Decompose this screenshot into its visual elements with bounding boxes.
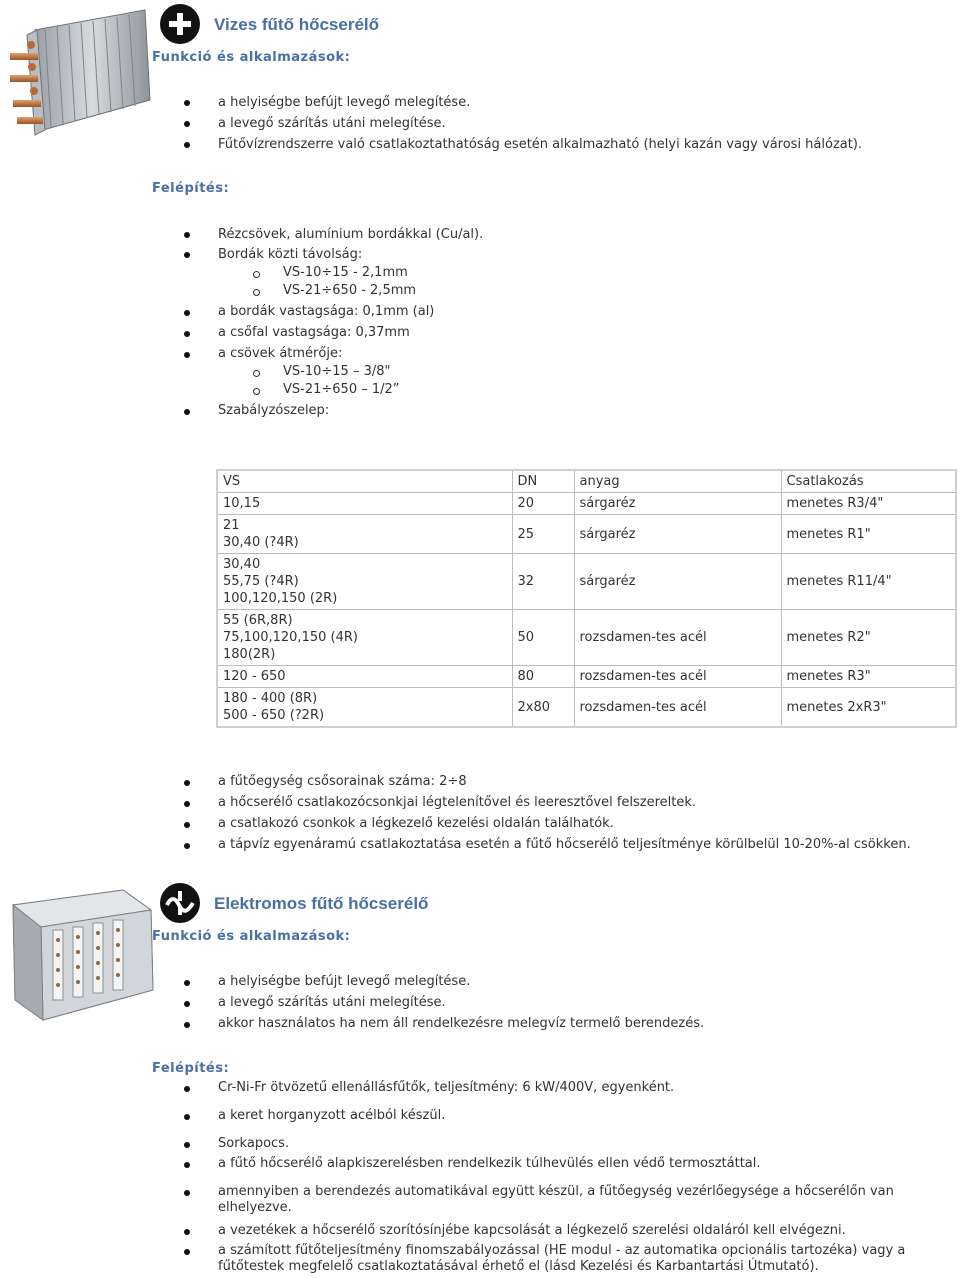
list-item: akkor használatos ha nem áll rendelkezésre melegvíz termelő berendezés. (218, 1016, 705, 1031)
table-cell: menetes R1" (781, 515, 956, 554)
table-cell: 120 - 650 (217, 666, 512, 688)
table-row (217, 493, 956, 515)
electric-heater-image (3, 885, 155, 1023)
sub-bullet (253, 289, 260, 296)
table-cell: 32 (512, 554, 574, 610)
table-cell: 2x80 (512, 688, 574, 728)
sub-bullet (253, 370, 260, 377)
bullet (184, 1114, 190, 1120)
sub-list-item: VS-10÷15 – 3/8" (283, 364, 391, 379)
bullet (184, 1249, 190, 1255)
table-row (217, 666, 956, 688)
bullet (184, 822, 190, 828)
table-cell: rozsdamen-tes acél (574, 688, 781, 728)
bullet (184, 310, 190, 316)
table-cell: menetes R3" (781, 666, 956, 688)
table-cell: 30,40 55,75 (?4R) 100,120,150 (2R) (217, 554, 512, 610)
bullet (184, 980, 190, 986)
bullet (184, 801, 190, 807)
bullet (184, 121, 190, 127)
table-cell: sárgaréz (574, 493, 781, 515)
bullet (184, 409, 190, 415)
list-item: amennyiben a berendezés automatikával együtt készül, a fűtőegység vezérlőegysége a hőcserélőn van elhelyezve. (218, 1184, 894, 1215)
bullet (184, 142, 190, 148)
list-item: Fűtővízrendszerre való csatlakoztathatóság esetén alkalmazható (helyi kazán vagy városi hálózat). (218, 137, 863, 152)
bullet (184, 1022, 190, 1028)
table-cell: menetes R3/4" (781, 493, 956, 515)
bullet (184, 1162, 190, 1168)
section2-function-heading: Funkció és alkalmazások: (152, 929, 351, 944)
table-cell: 10,15 (217, 493, 512, 515)
list-item: a bordák vastagsága: 0,1mm (al) (218, 304, 435, 319)
list-item: a számított fűtőteljesítmény finomszabályozással (HE modul - az automatika opcionális tartozéka) vagy a fűtőtestek megfelelő csatlakoztatásával érhető el (lásd Kezelési és Karbantartási Útmutató). (218, 1243, 906, 1274)
sub-list-item: VS-21÷650 - 2,5mm (283, 283, 417, 298)
bullet (184, 100, 190, 106)
bullet (184, 232, 190, 238)
table-header: VS (217, 470, 512, 493)
table-cell: rozsdamen-tes acél (574, 666, 781, 688)
table-cell: 180 - 400 (8R) 500 - 650 (?2R) (217, 688, 512, 728)
bullet (184, 1001, 190, 1007)
list-item: a helyiségbe befújt levegő melegítése. (218, 974, 471, 989)
list-item: Szabályzószelep: (218, 403, 330, 418)
table-row (217, 554, 956, 610)
list-item: Rézcsövek, alumínium bordákkal (Cu/al). (218, 227, 484, 242)
list-item: a csőfal vastagsága: 0,37mm (218, 325, 410, 340)
bullet (184, 1190, 190, 1196)
section1-title: Vizes fűtő hőcserélő (214, 15, 380, 34)
bullet (184, 331, 190, 337)
table-cell: 55 (6R,8R) 75,100,120,150 (4R) 180(2R) (217, 610, 512, 666)
table-cell: 50 (512, 610, 574, 666)
bullet (184, 843, 190, 849)
table-cell: rozsdamen-tes acél (574, 610, 781, 666)
table-cell: sárgaréz (574, 554, 781, 610)
sub-list-item: VS-21÷650 – 1/2” (283, 382, 400, 397)
sub-list-item: VS-10÷15 - 2,1mm (283, 265, 408, 280)
list-item: a tápvíz egyenáramú csatlakoztatása esetén a fűtő hőcserélő teljesítménye körülbelül 10-20%-al csökken. (218, 837, 911, 852)
bullet (184, 1086, 190, 1092)
list-item: a csövek átmérője: (218, 346, 343, 361)
list-item: Bordák közti távolság: (218, 247, 363, 262)
table-cell: 80 (512, 666, 574, 688)
list-item: Sorkapocs. (218, 1136, 290, 1151)
table-header-row (217, 470, 956, 493)
section1-build-heading: Felépítés: (152, 181, 230, 196)
table-row (217, 515, 956, 554)
table-cell: 21 30,40 (?4R) (217, 515, 512, 554)
table-cell: sárgaréz (574, 515, 781, 554)
table-cell: 20 (512, 493, 574, 515)
bullet (184, 1142, 190, 1148)
list-item: Cr-Ni-Fr ötvözetű ellenállásfűtők, teljesítmény: 6 kW/400V, egyenként. (218, 1080, 675, 1095)
section2-title: Elektromos fűtő hőcserélő (214, 894, 429, 913)
table-header: anyag (574, 470, 781, 493)
section1-function-heading: Funkció és alkalmazások: (152, 50, 351, 65)
list-item: a vezetékek a hőcserélő szorítósínjébe kapcsolását a légkezelő szerelési oldaláról kell elvégezni. (218, 1223, 846, 1238)
table-header: DN (512, 470, 574, 493)
water-heater-coil-image (5, 5, 155, 140)
bullet (184, 1229, 190, 1235)
table-row (217, 610, 956, 666)
list-item: a keret horganyzott acélból készül. (218, 1108, 446, 1123)
sub-bullet (253, 271, 260, 278)
table-row (217, 688, 956, 728)
table-cell: menetes R2" (781, 610, 956, 666)
list-item: a levegő szárítás utáni melegítése. (218, 995, 446, 1010)
list-item: a csatlakozó csonkok a légkezelő kezelési oldalán találhatók. (218, 816, 614, 831)
list-item: a fűtő hőcserélő alapkiszerelésben rendelkezik túlhevülés ellen védő termosztáttal. (218, 1156, 761, 1171)
valve-spec-table (216, 469, 957, 728)
bullet (184, 780, 190, 786)
electric-heater-symbol-icon (160, 883, 200, 923)
bullet (184, 252, 190, 258)
sub-bullet (253, 388, 260, 395)
plus-circle-icon (160, 4, 200, 44)
list-item: a fűtőegység csősorainak száma: 2÷8 (218, 774, 467, 789)
list-item: a hőcserélő csatlakozócsonkjai légtelenítővel és leeresztővel felszereltek. (218, 795, 697, 810)
table-header: Csatlakozás (781, 470, 956, 493)
section2-build-heading: Felépítés: (152, 1061, 230, 1076)
table-cell: 25 (512, 515, 574, 554)
list-item: a levegő szárítás utáni melegítése. (218, 116, 446, 131)
list-item: a helyiségbe befújt levegő melegítése. (218, 95, 471, 110)
table-cell: menetes 2xR3" (781, 688, 956, 728)
bullet (184, 352, 190, 358)
table-cell: menetes R11/4" (781, 554, 956, 610)
